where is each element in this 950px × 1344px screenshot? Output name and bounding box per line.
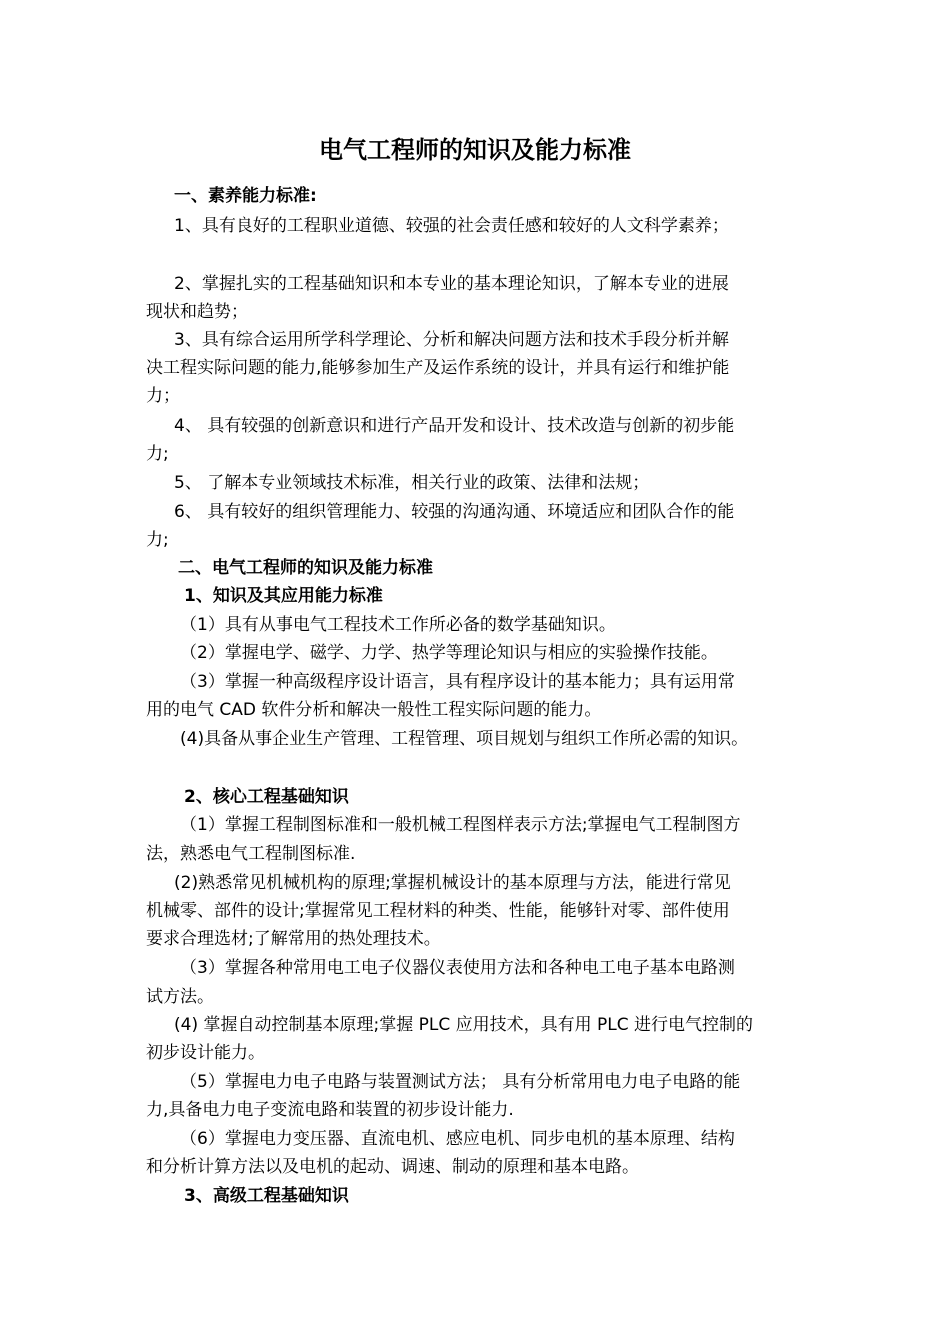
paragraph-line: 4、 具有较强的创新意识和进行产品开发和设计、技术改造与创新的初步能 bbox=[174, 416, 735, 436]
paragraph-line: 6、 具有较好的组织管理能力、较强的沟通沟通、环境适应和团队合作的能 bbox=[174, 502, 735, 522]
paragraph-line: 试方法。 bbox=[146, 987, 214, 1007]
paragraph-line: 机械零、部件的设计;掌握常见工程材料的种类、性能，能够针对零、部件使用 bbox=[146, 901, 730, 921]
section-heading-1: 一、素养能力标准: bbox=[174, 186, 317, 206]
page-title: 电气工程师的知识及能力标准 bbox=[319, 136, 631, 164]
paragraph-line: 现状和趋势； bbox=[146, 302, 248, 322]
paragraph-line: （3）掌握各种常用电工电子仪器仪表使用方法和各种电工电子基本电路测 bbox=[180, 958, 735, 978]
paragraph-line: （1）掌握工程制图标准和一般机械工程图样表示方法;掌握电气工程制图方 bbox=[180, 815, 741, 835]
paragraph-line: 决工程实际问题的能力,能够参加生产及运作系统的设计，并具有运行和维护能 bbox=[146, 358, 730, 378]
paragraph-line: 法，熟悉电气工程制图标准. bbox=[146, 844, 356, 864]
paragraph-line: （5）掌握电力电子电路与装置测试方法； 具有分析常用电力电子电路的能 bbox=[180, 1072, 741, 1092]
paragraph-line: 和分析计算方法以及电机的起动、调速、制动的原理和基本电路。 bbox=[146, 1157, 639, 1177]
paragraph-line: 用的电气 CAD 软件分析和解决一般性工程实际问题的能力。 bbox=[146, 700, 602, 720]
paragraph-line: (4) 掌握自动控制基本原理;掌握 PLC 应用技术，具有用 PLC 进行电气控制的 bbox=[174, 1015, 754, 1035]
paragraph-line: (4)具备从事企业生产管理、工程管理、项目规划与组织工作所必需的知识。 bbox=[180, 729, 749, 749]
paragraph-line: 1、具有良好的工程职业道德、较强的社会责任感和较好的人文科学素养； bbox=[174, 216, 729, 236]
section-heading-2: 二、电气工程师的知识及能力标准 bbox=[178, 558, 433, 578]
paragraph-line: （1）具有从事电气工程技术工作所必备的数学基础知识。 bbox=[180, 615, 616, 635]
paragraph-line: 2、掌握扎实的工程基础知识和本专业的基本理论知识，了解本专业的进展 bbox=[174, 274, 729, 294]
paragraph-line: 力； bbox=[146, 386, 180, 406]
paragraph-line: 力; bbox=[146, 444, 169, 464]
paragraph-line: 3、具有综合运用所学科学理论、分析和解决问题方法和技术手段分析并解 bbox=[174, 330, 729, 350]
paragraph-line: 力; bbox=[146, 530, 169, 550]
subsection-heading: 2、核心工程基础知识 bbox=[184, 787, 349, 807]
paragraph-line: 5、 了解本专业领域技术标准，相关行业的政策、法律和法规； bbox=[174, 473, 650, 493]
subsection-heading: 1、知识及其应用能力标准 bbox=[184, 586, 383, 606]
paragraph-line: （2）掌握电学、磁学、力学、热学等理论知识与相应的实验操作技能。 bbox=[180, 643, 718, 663]
paragraph-line: （3）掌握一种高级程序设计语言，具有程序设计的基本能力；具有运用常 bbox=[180, 672, 735, 692]
subsection-heading: 3、高级工程基础知识 bbox=[184, 1186, 349, 1206]
paragraph-line: 初步设计能力。 bbox=[146, 1043, 265, 1063]
paragraph-line: （6）掌握电力变压器、直流电机、感应电机、同步电机的基本原理、结构 bbox=[180, 1129, 735, 1149]
paragraph-line: 要求合理选材;了解常用的热处理技术。 bbox=[146, 929, 441, 949]
paragraph-line: (2)熟悉常见机械机构的原理;掌握机械设计的基本原理与方法，能进行常见 bbox=[174, 873, 731, 893]
paragraph-line: 力,具备电力电子变流电路和装置的初步设计能力. bbox=[146, 1100, 514, 1120]
